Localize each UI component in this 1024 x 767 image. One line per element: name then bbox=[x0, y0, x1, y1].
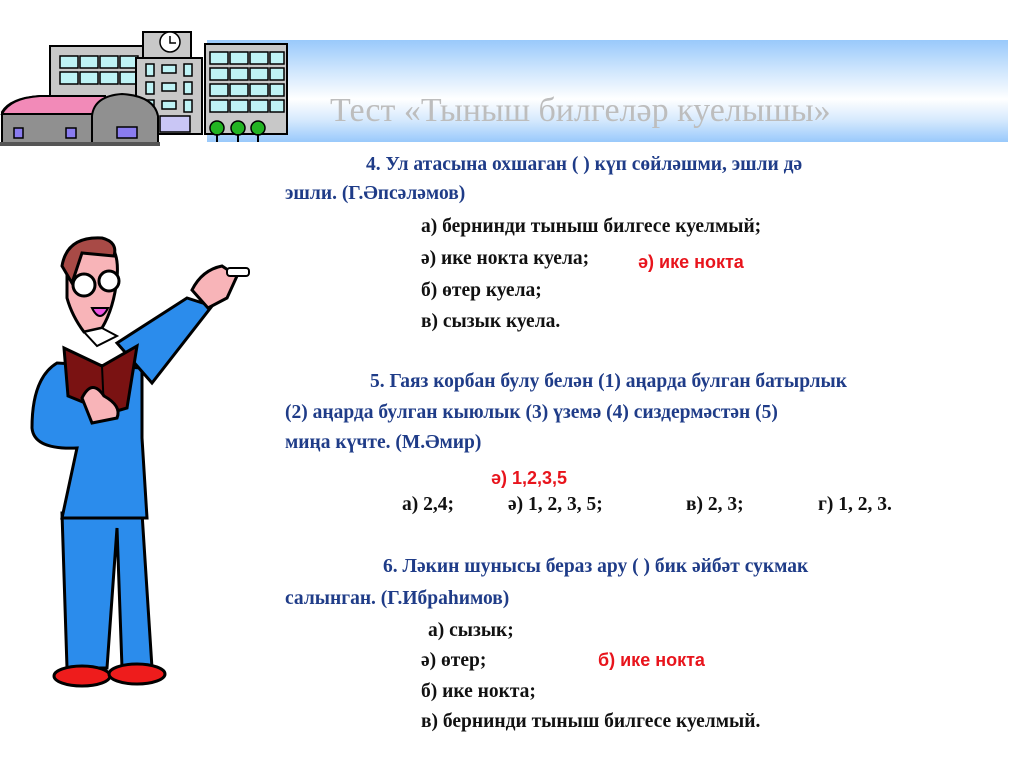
question-4-option-ae: ә) ике нокта куела; bbox=[421, 248, 590, 269]
question-4-line-1: 4. Ул атасына охшаган ( ) күп сөйләшми, эшли дә bbox=[366, 154, 803, 175]
question-6-line-2: салынган. (Г.Ибраһимов) bbox=[285, 588, 510, 609]
question-5-line-3: миңа күчте. (М.Әмир) bbox=[285, 432, 482, 453]
question-4-answer: ә) ике нокта bbox=[638, 252, 744, 272]
question-6-option-b: б) ике нокта; bbox=[421, 681, 536, 702]
question-6-answer: б) ике нокта bbox=[598, 650, 705, 670]
school-building-icon bbox=[0, 24, 290, 148]
question-5-option-ae: ә) 1, 2, 3, 5; bbox=[508, 494, 603, 515]
question-6-option-a: а) сызык; bbox=[428, 620, 514, 641]
question-5-answer: ә) 1,2,3,5 bbox=[491, 468, 568, 488]
question-5-option-a: а) 2,4; bbox=[402, 494, 454, 515]
teacher-pointing-icon bbox=[22, 228, 272, 688]
question-4-option-a: а) бернинди тыныш билгесе куелмый; bbox=[421, 216, 762, 237]
question-4-option-b: б) өтер куела; bbox=[421, 280, 542, 301]
question-4-option-v: в) сызык куела. bbox=[421, 311, 561, 332]
question-5-line-2: (2) аңарда булган кыюлык (3) үземә (4) сиздермәстән (5) bbox=[285, 402, 778, 423]
question-6-line-1: 6. Ләкин шунысы бераз ару ( ) бик әйбәт сукмак bbox=[383, 556, 809, 577]
question-5-line-1: 5. Гаяз корбан булу белән (1) аңарда булган батырлык bbox=[370, 371, 847, 392]
question-4-line-2: эшли. (Г.Әпсәләмов) bbox=[285, 183, 466, 204]
slide-title: Тест «Тыныш билгеләр куелышы» bbox=[330, 92, 831, 129]
question-6-option-v: в) бернинди тыныш билгесе куелмый. bbox=[421, 711, 761, 732]
question-5-option-v: в) 2, 3; bbox=[686, 494, 744, 515]
question-6-option-ae: ә) өтер; bbox=[421, 650, 487, 671]
question-5-option-g: г) 1, 2, 3. bbox=[818, 494, 892, 515]
